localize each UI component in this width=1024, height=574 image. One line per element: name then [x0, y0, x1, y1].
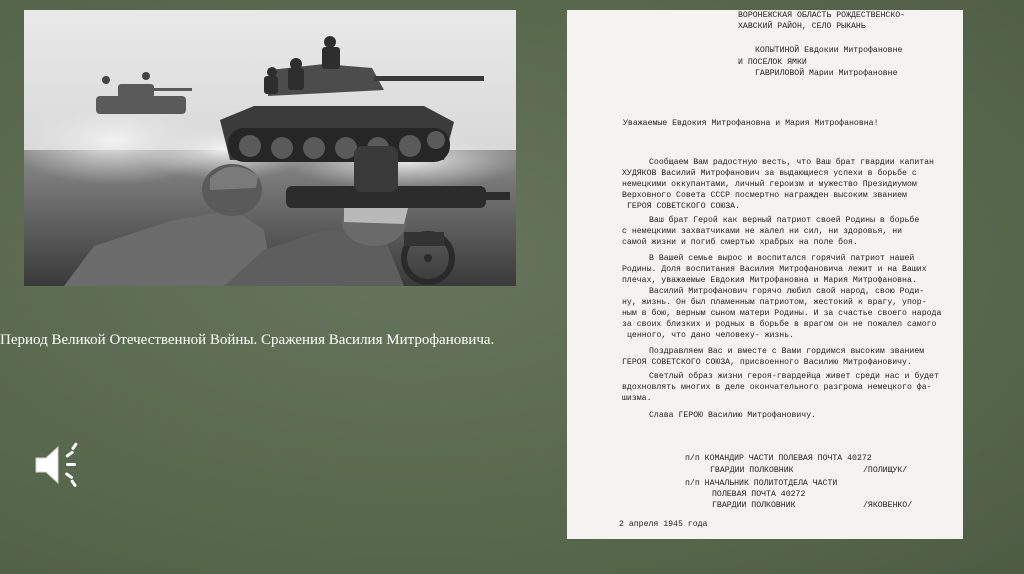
letter-salutation: Уважаемые Евдокия Митрофановна и Мария Митрофановна! [623, 119, 879, 128]
letter-address-line: ВОРОНЕЖСКАЯ ОБЛАСТЬ РОЖДЕСТВЕНСКО- [738, 11, 906, 20]
letter-signature-name: /ПОЛИЩУК/ [863, 466, 908, 475]
letter-text-line: Сообщаем Вам радостную весть, что Ваш брат гвардии капитан [649, 158, 934, 167]
letter-text-line: Родины. Доля воспитания Василия Митрофановича лежит и на Ваших [622, 265, 927, 274]
letter-text-line: немецкими оккупантами, личный героизм и мужество Президиумом [622, 180, 917, 189]
letter-signature-name: /ЯКОВЕНКО/ [863, 501, 913, 510]
letter-signature-line: ГВАРДИИ ПОЛКОВНИК [712, 501, 796, 510]
letter-address-line: КОПЫТИНОЙ Евдокии Митрофановне [755, 46, 903, 55]
letter-text-line: Василий Митрофанович горячо любил свой народ, свою Роди- [649, 287, 925, 296]
speaker-icon[interactable] [34, 441, 86, 489]
letter-text-line: Ваш брат Герой как верный патриот своей Родины в борьбе [649, 216, 920, 225]
letter-text-line: ХУДЯКОВ Василий Митрофанович за выдающиеся успехи в борьбе с [622, 169, 917, 178]
letter-text-line: шизма. [622, 394, 652, 403]
letter-signature-line: ПОЛЕВАЯ ПОЧТА 40272 [712, 490, 806, 499]
letter-address-line: И ПОСЕЛОК ЯМКИ [738, 58, 807, 67]
letter-text-line: с немецкими захватчиками не жалел ни сил, ни здоровья, ни [622, 227, 903, 236]
letter-text-line: ну, жизнь. Он был пламенным патриотом, жестокий к врагу, упор- [622, 298, 927, 307]
letter-signature-line: п/п КОМАНДИР ЧАСТИ ПОЛЕВАЯ ПОЧТА 40272 [685, 454, 872, 463]
war-photo [24, 10, 516, 286]
typed-letter [567, 10, 963, 539]
letter-address-line: ХАВСКИЙ РАЙОН, СЕЛО РЫКАНЬ [738, 22, 866, 31]
letter-signature-line: ГВАРДИИ ПОЛКОВНИК [710, 466, 794, 475]
letter-text-line: ГЕРОЯ СОВЕТСКОГО СОЮЗА, присвоенного Василию Митрофановичу. [622, 358, 912, 367]
letter-text-line: Верховного Совета СССР посмертно награжден высоким званием [622, 191, 907, 200]
letter-signature-line: п/п НАЧАЛЬНИК ПОЛИТОТДЕЛА ЧАСТИ [685, 479, 838, 488]
letter-text-line: плечах, уважаемые Евдокия Митрофановна и Мария Митрофановна. [622, 276, 917, 285]
letter-text-line: вдохновлять многих в деле окончательного разгрома немецкого фа- [622, 383, 932, 392]
letter-text-line: Слава ГЕРОЮ Василию Митрофановичу. [649, 411, 817, 420]
letter-address-line: ГАВРИЛОВОЙ Марии Митрофановне [755, 69, 898, 78]
letter-text-line: Светлый образ жизни героя-гвардейца живет среди нас и будет [649, 372, 939, 381]
letter-date: 2 апреля 1945 года [619, 520, 708, 529]
letter-text-line: В Вашей семье вырос и воспитался горячий патриот нашей [649, 254, 915, 263]
letter-text-line: за своих близких и родных в борьбе в врагом он не пожалел самого [622, 320, 937, 329]
war-photo-image [24, 10, 516, 286]
letter-text-line: ценного, что дано человеку- жизнь. [627, 331, 795, 340]
letter-text-line: ГЕРОЯ СОВЕТСКОГО СОЮЗА. [627, 202, 741, 211]
letter-text-line: самой жизни и погиб смертью храбрых на поле боя. [622, 238, 858, 247]
letter-text-line: Поздравляем Вас и вместе с Вами гордимся высоким званием [649, 347, 925, 356]
photo-caption: Период Великой Отечественной Войны. Сражения Василия Митрофановича. [0, 332, 495, 348]
letter-text-line: ным в бою, верным сыном матери Родины. И за счастье своего народа [622, 309, 942, 318]
